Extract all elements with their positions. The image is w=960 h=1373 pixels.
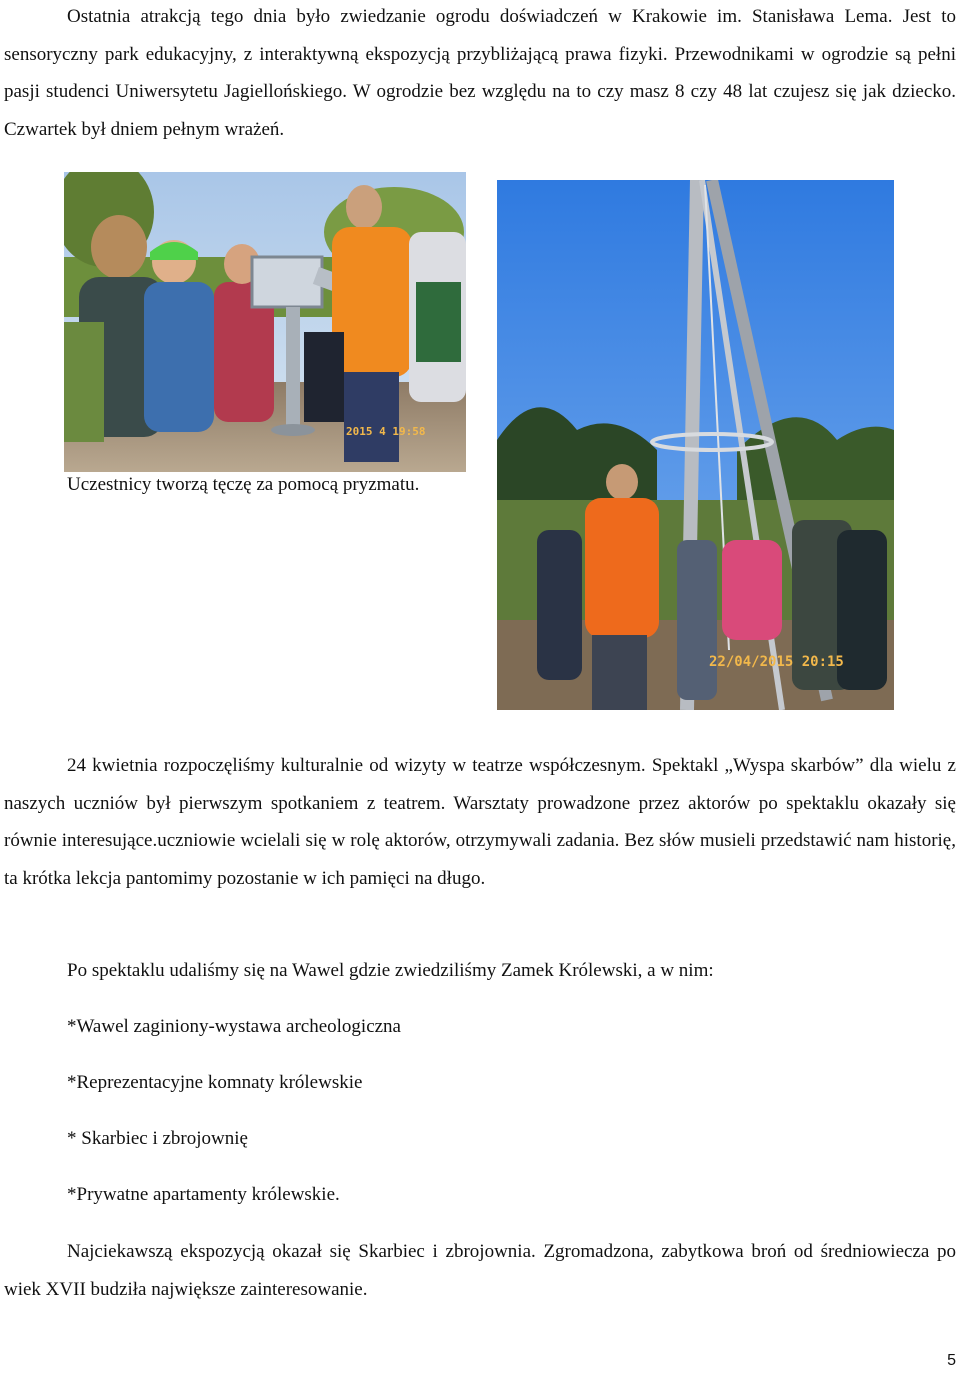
wawel-intro: Po spektaklu udaliśmy się na Wawel gdzie zwiedziliśmy Zamek Królewski, a w nim: xyxy=(67,960,714,981)
photo-prism-image xyxy=(64,172,466,472)
photo-structure-image xyxy=(497,180,894,710)
page-number: 5 xyxy=(947,1352,956,1369)
theatre-paragraph: 24 kwietnia rozpoczęliśmy kulturalnie od wizyty w teatrze współczesnym. Spektakl „Wyspa skarbów” dla wielu z naszych uczniów był pierwszym spotkaniem z teatrem. Warsztaty prowadzone przez aktorów po spektaklu okazały się równie interesujące.uczniowie wcielali się w rolę aktorów, otrzymywali zadania. Bez słów musieli przedstawić nam historię, ta krótka lekcja pantomimy pozostanie w ich pamięci na długo. xyxy=(4,755,956,889)
photo-structure xyxy=(497,180,894,710)
list-item: *Wawel zaginiony-wystawa archeologiczna xyxy=(67,1016,401,1037)
intro-paragraph: Ostatnia atrakcją tego dnia było zwiedzanie ogrodu doświadczeń w Krakowie im. Stanisława Lema. Jest to sensoryczny park edukacyjny, z interaktywną ekspozycją przybliżającą prawa fizyki. Przewodnikami w ogrodzie są pełni pasji studenci Uniwersytetu Jagiellońskiego. W ogrodzie bez względu na to czy masz 8 czy 48 lat czujesz się jak dziecko. Czwartek był dniem pełnym wrażeń. xyxy=(4,6,956,140)
closing-paragraph: Najciekawszą ekspozycją okazał się Skarbiec i zbrojownia. Zgromadzona, zabytkowa broń od średniowiecza po wiek XVII budziła największe zainteresowanie. xyxy=(4,1241,956,1300)
list-item: * Skarbiec i zbrojownię xyxy=(67,1128,248,1149)
list-item: *Reprezentacyjne komnaty królewskie xyxy=(67,1072,363,1093)
list-item: *Prywatne apartamenty królewskie. xyxy=(67,1184,340,1205)
photo-caption: Uczestnicy tworzą tęczę za pomocą pryzmatu. xyxy=(67,474,420,495)
svg-text:2015 4 19:58: 2015 4 19:58 xyxy=(346,425,426,438)
photo-date-stamp: 22/04/2015 20:15 xyxy=(709,654,844,670)
photo-prism xyxy=(64,172,466,472)
